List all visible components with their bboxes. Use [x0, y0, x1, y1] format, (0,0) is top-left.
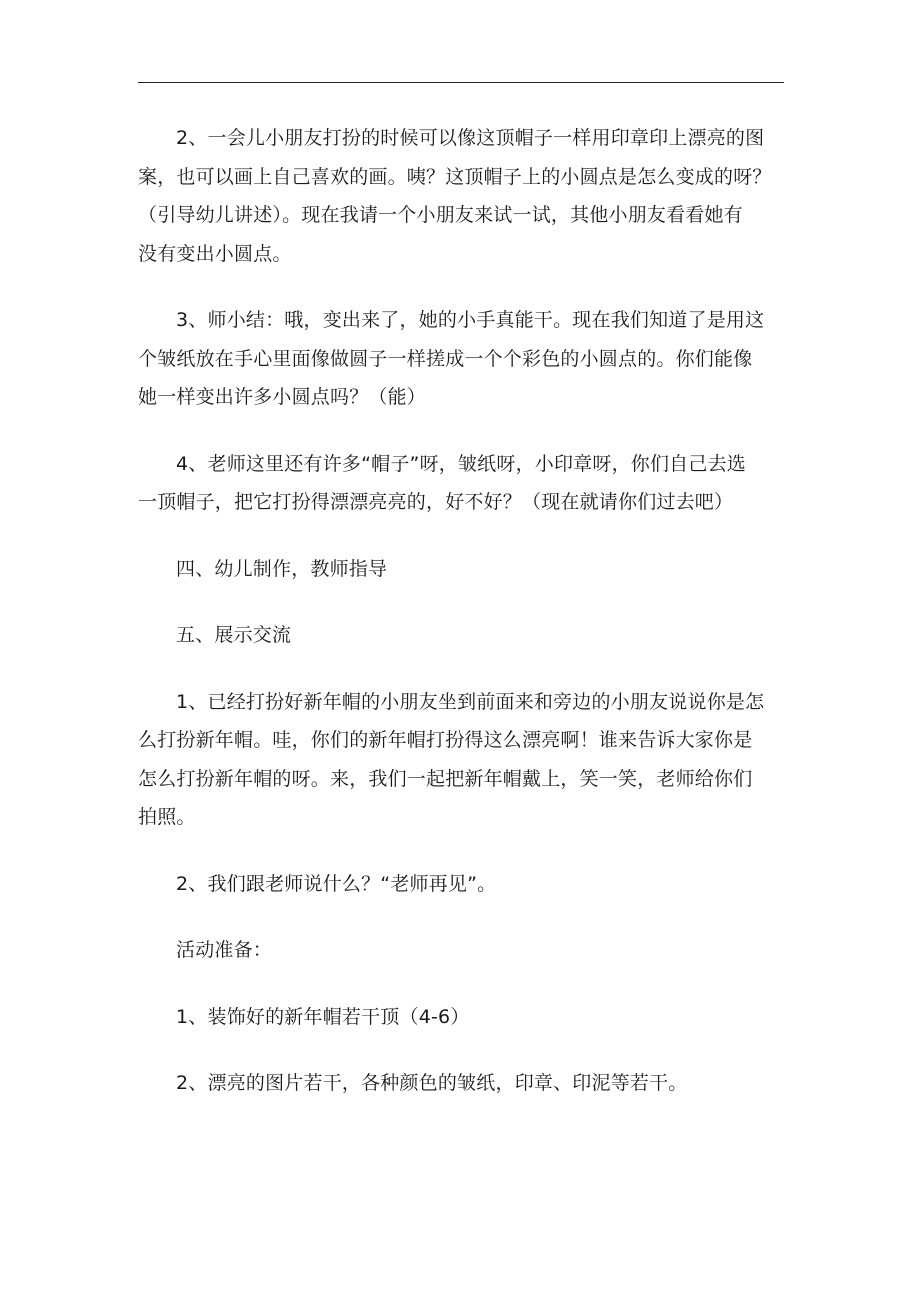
section-heading-preparation [138, 931, 788, 970]
header-rule [138, 82, 784, 83]
text-line: 一顶帽子，把它打扮得漂漂亮亮的，好不好？（现在就请你们过去吧） [138, 491, 734, 513]
text-line: 四、幼儿制作，教师指导 [176, 557, 388, 580]
text-line: 2、漂亮的图片若干，各种颜色的皱纸，印章、印泥等若干。 [176, 1072, 688, 1094]
paragraph-preparation-2 [138, 1064, 788, 1103]
document-body [138, 119, 788, 1103]
text-line: 拍照。 [138, 806, 196, 828]
text-line: 没有变出小圆点。 [138, 242, 292, 265]
text-line: 么打扮新年帽。哇，你们的新年帽打扮得这么漂亮啊！谁来告诉大家你是 [138, 729, 753, 751]
text-line: 1、装饰好的新年帽若干顶（4-6） [176, 1005, 470, 1028]
text-line: 个皱纸放在手心里面像做圆子一样搓成一个个彩色的小圆点的。你们能像 [138, 347, 753, 370]
text-line: 怎么打扮新年帽的呀。来，我们一起把新年帽戴上，笑一笑，老师给你们 [138, 767, 753, 790]
text-line: 2、我们跟老师说什么？“老师再见”。 [176, 872, 497, 895]
text-line: 案，也可以画上自己喜欢的画。咦？这顶帽子上的小圆点是怎么变成的呀？ [138, 165, 772, 188]
text-line: （引导幼儿讲述）。现在我请一个小朋友来试一试，其他小朋友看看她有 [138, 204, 743, 226]
text-line: 3、师小结：哦，变出来了，她的小手真能干。现在我们知道了是用这 [176, 309, 765, 331]
paragraph-display-2 [138, 865, 788, 904]
paragraph-step-2 [138, 119, 788, 273]
section-heading-production [138, 550, 788, 589]
text-line: 1、已经打扮好新年帽的小朋友坐到前面来和旁边的小朋友说说你是怎 [176, 690, 765, 713]
text-line: 五、展示交流 [176, 624, 292, 646]
text-line: 她一样变出许多小圆点吗？（能） [138, 386, 427, 408]
section-heading-display [138, 616, 788, 655]
paragraph-step-4 [138, 445, 788, 522]
text-line: 活动准备： [176, 939, 273, 961]
paragraph-display-1 [138, 683, 788, 837]
paragraph-step-3 [138, 301, 788, 417]
paragraph-preparation-1 [138, 998, 788, 1037]
text-line: 2、一会儿小朋友打扮的时候可以像这顶帽子一样用印章印上漂亮的图 [176, 127, 765, 149]
text-line: 4、老师这里还有许多“帽子”呀，皱纸呀，小印章呀，你们自己去选 [176, 452, 746, 475]
